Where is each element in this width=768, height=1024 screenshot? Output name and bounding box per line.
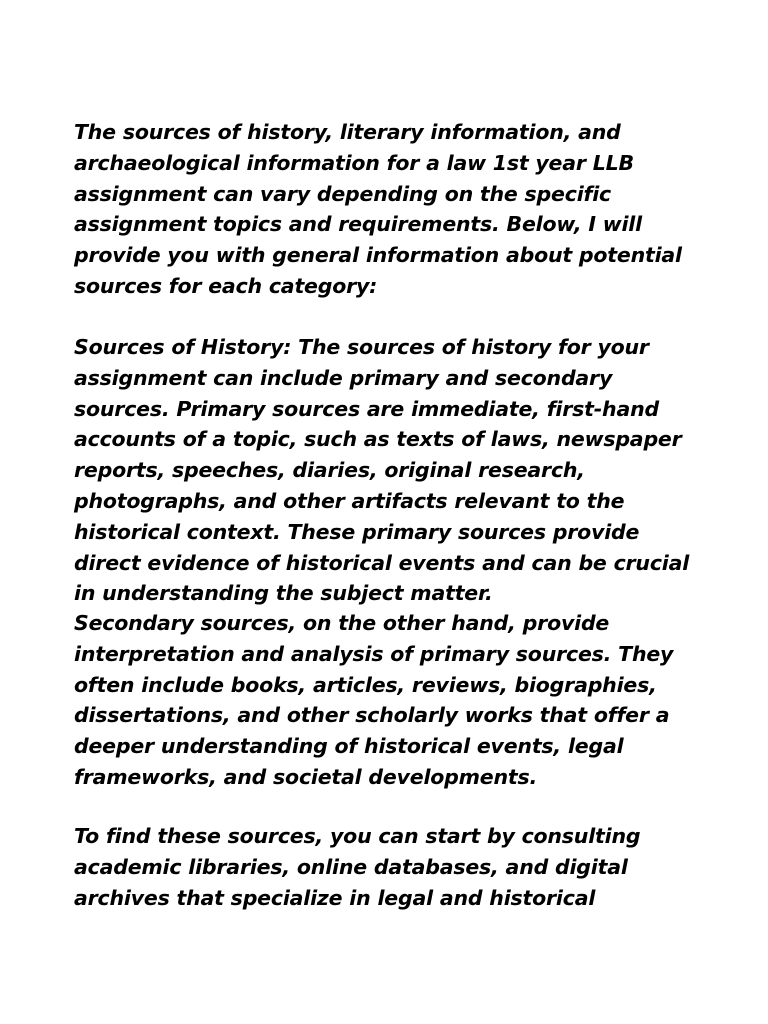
text-line: assignment can vary depending on the specific: [74, 181, 612, 206]
finding-sources-paragraph: [74, 821, 704, 913]
text-line: sources for each category:: [74, 273, 378, 298]
text-line: assignment topics and requirements. Below, I will: [74, 212, 642, 237]
text-line: interpretation and analysis of primary sources. They: [74, 641, 674, 666]
text-line: often include books, articles, reviews, biographies,: [74, 672, 657, 697]
text-line: Secondary sources, on the other hand, provide: [74, 611, 610, 635]
text-line: archaeological information for a law 1st year LLB: [74, 150, 634, 175]
text-line: reports, speeches, diaries, original research,: [74, 458, 585, 483]
text-line: academic libraries, online databases, and digital: [74, 854, 628, 879]
text-line: sources. Primary sources are immediate, first-hand: [74, 396, 659, 421]
text-line: accounts of a topic, such as texts of laws, newspaper: [74, 427, 682, 452]
text-line: deeper understanding of historical events, legal: [74, 734, 624, 759]
intro-paragraph: [74, 117, 704, 302]
text-line: historical context. These primary sources provide: [74, 519, 640, 544]
text-line: frameworks, and societal developments.: [74, 764, 538, 789]
text-line: Sources of History: The sources of history for your: [74, 335, 649, 359]
text-line: dissertations, and other scholarly works that offer a: [74, 703, 670, 728]
text-line: photographs, and other artifacts relevant to the: [74, 488, 625, 513]
text-line: in understanding the subject matter.: [74, 581, 493, 606]
text-line: provide you with general information about potential: [74, 243, 682, 268]
text-line: archives that specialize in legal and historical: [74, 885, 596, 910]
secondary-sources-paragraph: [74, 608, 704, 793]
text-line: The sources of history, literary information, and: [74, 120, 621, 144]
text-line: To find these sources, you can start by consulting: [74, 824, 641, 848]
text-line: assignment can include primary and secondary: [74, 365, 613, 390]
text-line: direct evidence of historical events and can be crucial: [74, 550, 690, 575]
sources-of-history-paragraph: [74, 332, 704, 609]
